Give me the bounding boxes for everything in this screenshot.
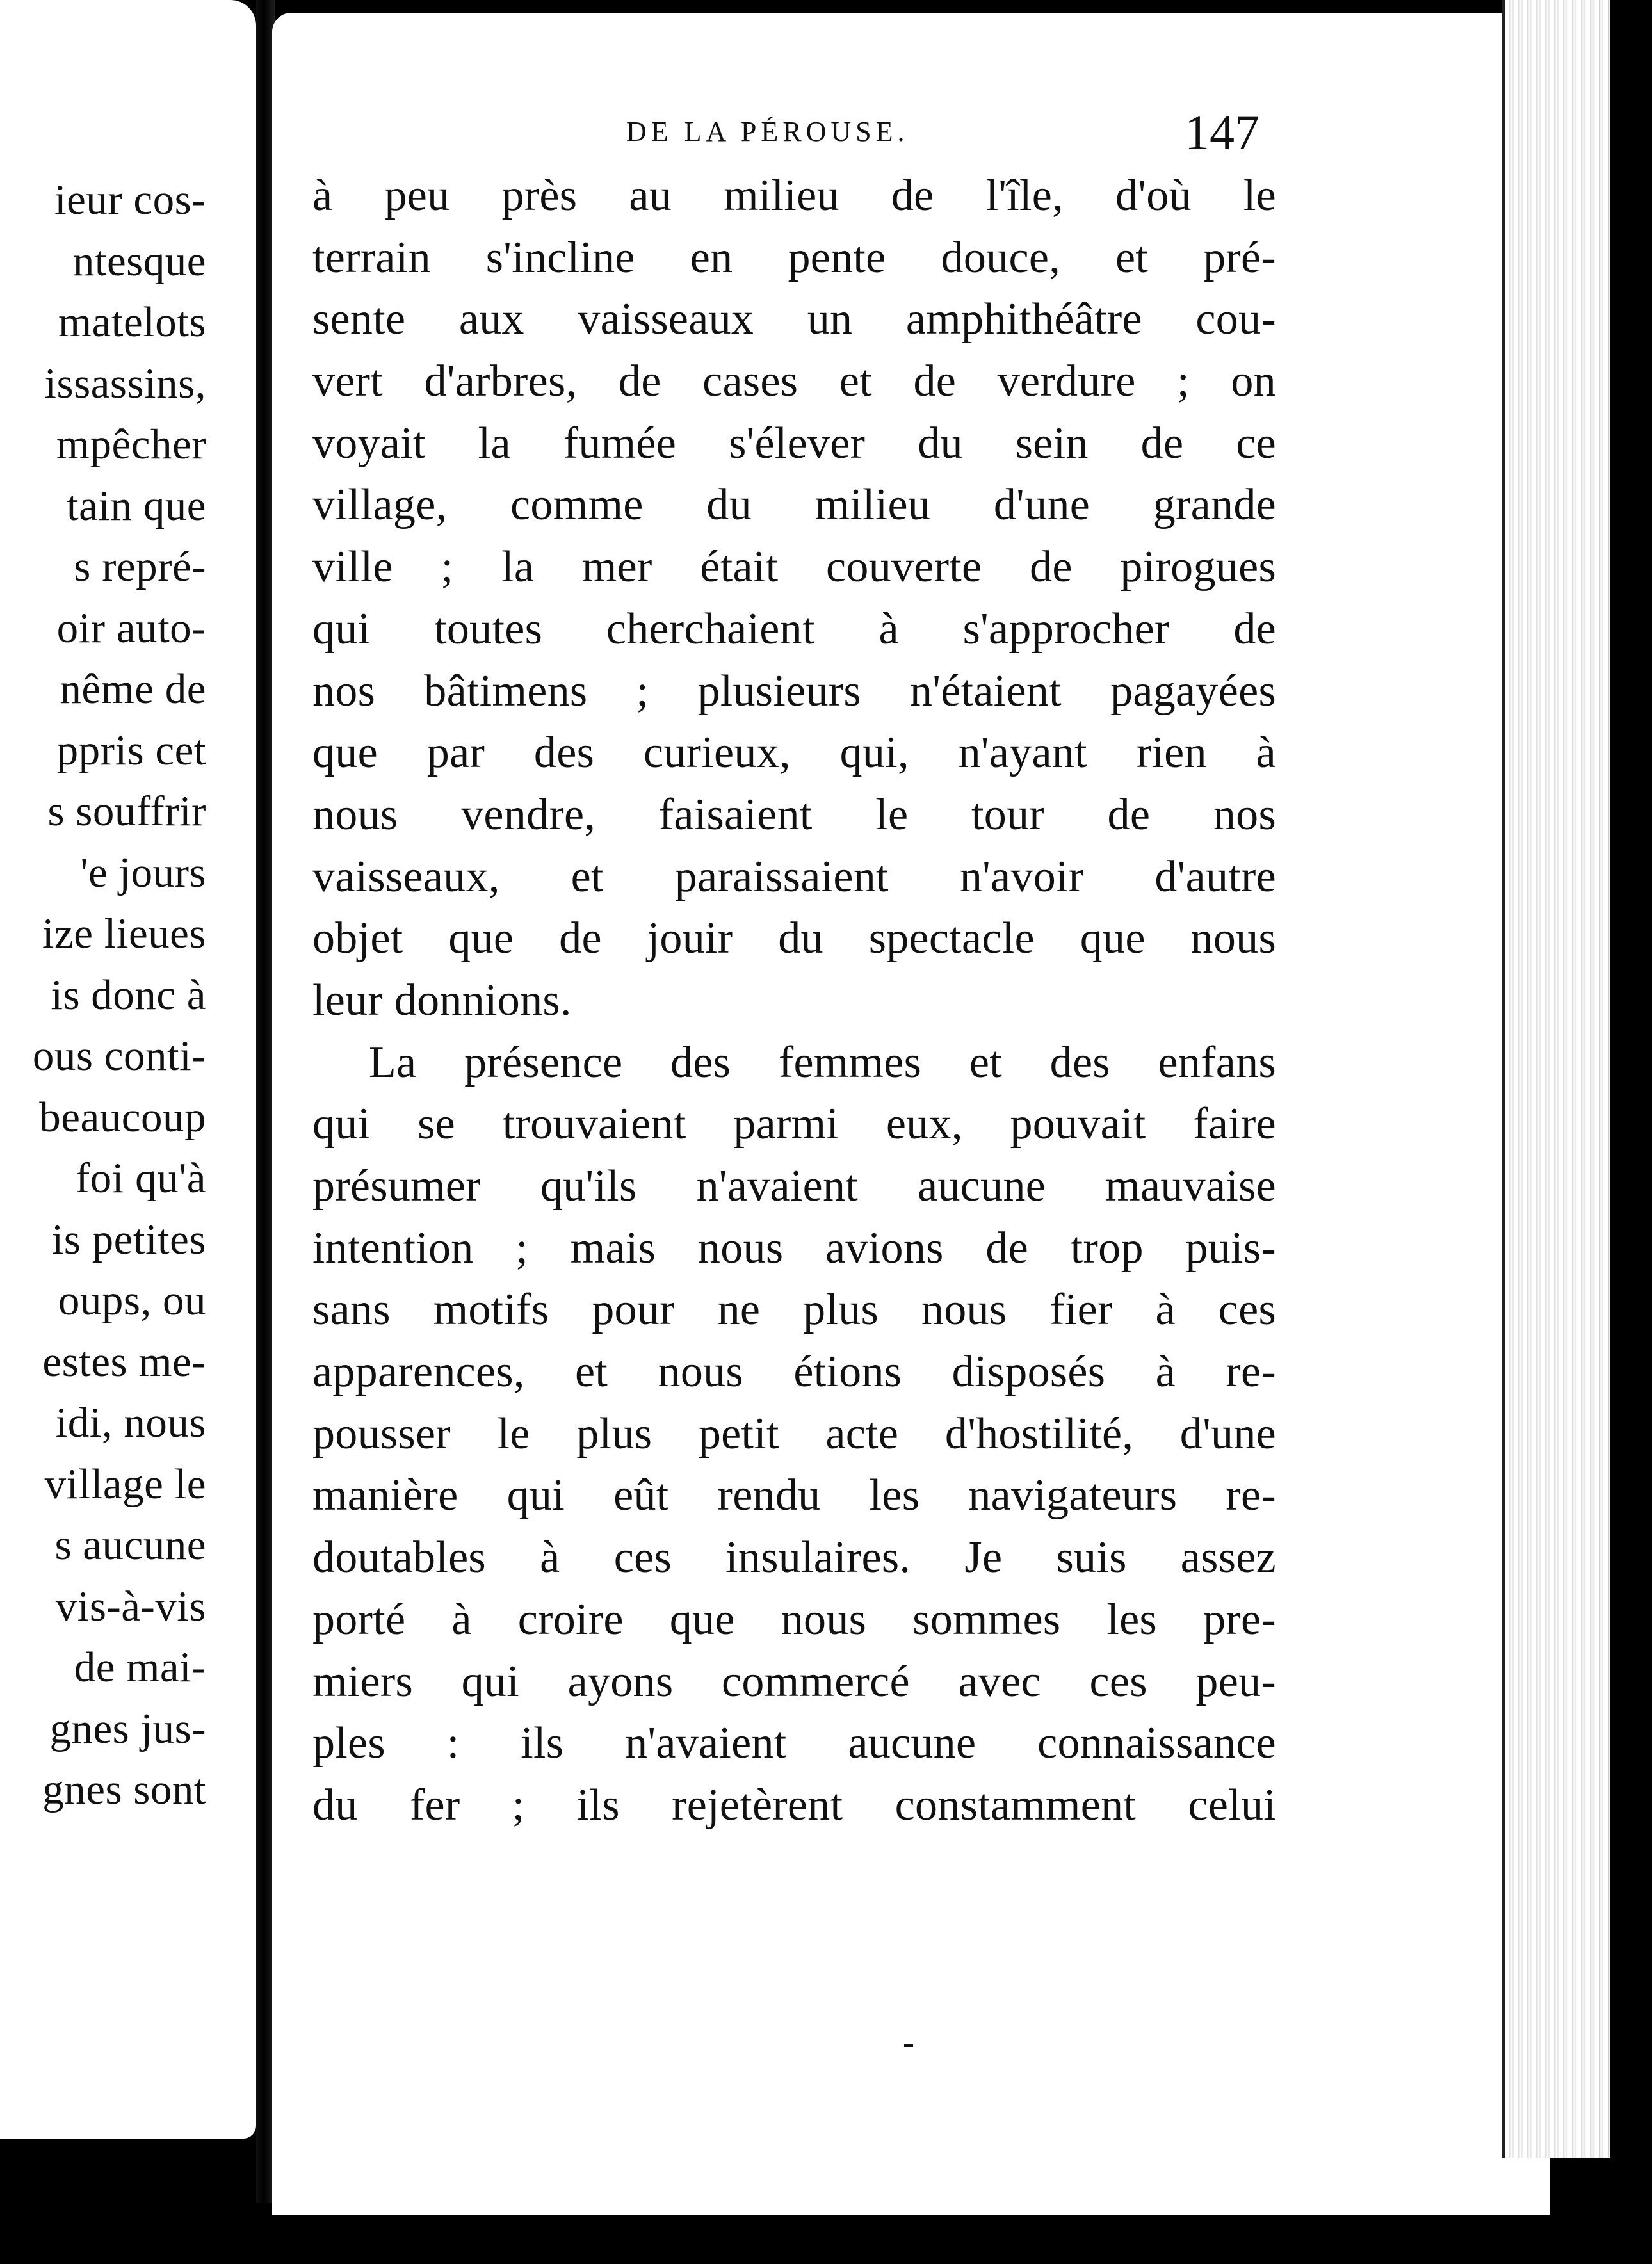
text-line: gnes sont [42, 1766, 206, 1813]
text-line: is petites [51, 1215, 206, 1263]
text-line: s souffrir [47, 788, 206, 835]
text-line: apparences, et nous étions disposés à re- [312, 1347, 1276, 1397]
text-line: que par des curieux, qui, n'ayant rien à [312, 728, 1276, 778]
left-page [0, 0, 256, 2139]
text-line: ize lieues [42, 910, 206, 957]
text-line: objet que de jouir du spectacle que nous [312, 914, 1276, 964]
text-line: ous conti- [32, 1032, 206, 1079]
text-line: is donc à [51, 971, 206, 1019]
text-line: village le [44, 1460, 206, 1508]
scan-border [1610, 0, 1652, 2264]
text-line: issassins, [44, 359, 206, 407]
text-line: terrain s'incline en pente douce, et pré- [312, 232, 1276, 282]
text-line: intention ; mais nous avions de trop puis- [312, 1223, 1276, 1273]
running-header: DE LA PÉROUSE. [626, 116, 909, 147]
text-line: vaisseaux, et paraissaient n'avoir d'autre [312, 852, 1276, 902]
text-line: qui toutes cherchaient à s'approcher de [312, 604, 1276, 654]
text-line: de mai- [74, 1644, 206, 1691]
text-line: vis-à-vis [55, 1582, 206, 1630]
text-line: sans motifs pour ne plus nous fier à ces [312, 1285, 1276, 1335]
text-line: manière qui eût rendu les navigateurs re- [312, 1471, 1276, 1521]
text-line: nême de [60, 665, 206, 713]
text-line: leur donnions. [312, 975, 572, 1025]
text-line: tain que [67, 481, 206, 530]
text-line: ples : ils n'avaient aucune connaissance [312, 1718, 1276, 1768]
text-line: sente aux vaisseaux un amphithéâtre cou- [312, 295, 1276, 344]
printer-mark [904, 2044, 913, 2047]
text-line: porté à croire que nous sommes les pre- [312, 1594, 1276, 1644]
text-line: mpêcher [56, 421, 206, 468]
text-line: doutables à ces insulaires. Je suis assez [312, 1533, 1276, 1583]
text-line: foi qu'à [76, 1154, 206, 1202]
text-line: La présence des femmes et des enfans [369, 1037, 1276, 1087]
text-line: pousser le plus petit acte d'hostilité, d'une [312, 1409, 1276, 1459]
left-page-text [33, 170, 206, 1821]
page-number: 147 [1185, 104, 1259, 160]
text-line: village, comme du milieu d'une grande [312, 480, 1276, 530]
text-line: s repré- [74, 543, 206, 590]
text-line: ntesque [72, 237, 206, 285]
text-line: du fer ; ils rejetèrent constamment celui [312, 1780, 1276, 1830]
text-line: à peu près au milieu de l'île, d'où le [312, 171, 1276, 220]
text-line: nous vendre, faisaient le tour de nos [312, 789, 1276, 839]
text-line: ppris cet [56, 726, 206, 774]
text-line: vert d'arbres, de cases et de verdure ; on [312, 357, 1276, 407]
text-line: ville ; la mer était couverte de pirogues [312, 542, 1276, 592]
text-line: 'e jours [80, 848, 206, 896]
text-line: s aucune [54, 1521, 206, 1569]
text-line: estes me- [42, 1338, 206, 1386]
text-line: beaucoup [39, 1093, 206, 1141]
right-page-text [312, 165, 1276, 1837]
text-line: gnes jus- [49, 1704, 206, 1752]
text-line: oir auto- [56, 604, 206, 652]
text-line: oups, ou [58, 1277, 206, 1324]
text-line: miers qui ayons commercé avec ces peu- [312, 1656, 1276, 1706]
page-edges [1502, 0, 1614, 2158]
text-line: présumer qu'ils n'avaient aucune mauvaise [312, 1161, 1276, 1211]
text-line: matelots [58, 298, 206, 346]
text-line: qui se trouvaient parmi eux, pouvait faire [312, 1099, 1276, 1149]
text-line: idi, nous [55, 1399, 206, 1446]
text-line: ieur cos- [54, 176, 206, 223]
text-line: voyait la fumée s'élever du sein de ce [312, 418, 1276, 468]
text-line: nos bâtimens ; plusieurs n'étaient pagayées [312, 666, 1276, 716]
